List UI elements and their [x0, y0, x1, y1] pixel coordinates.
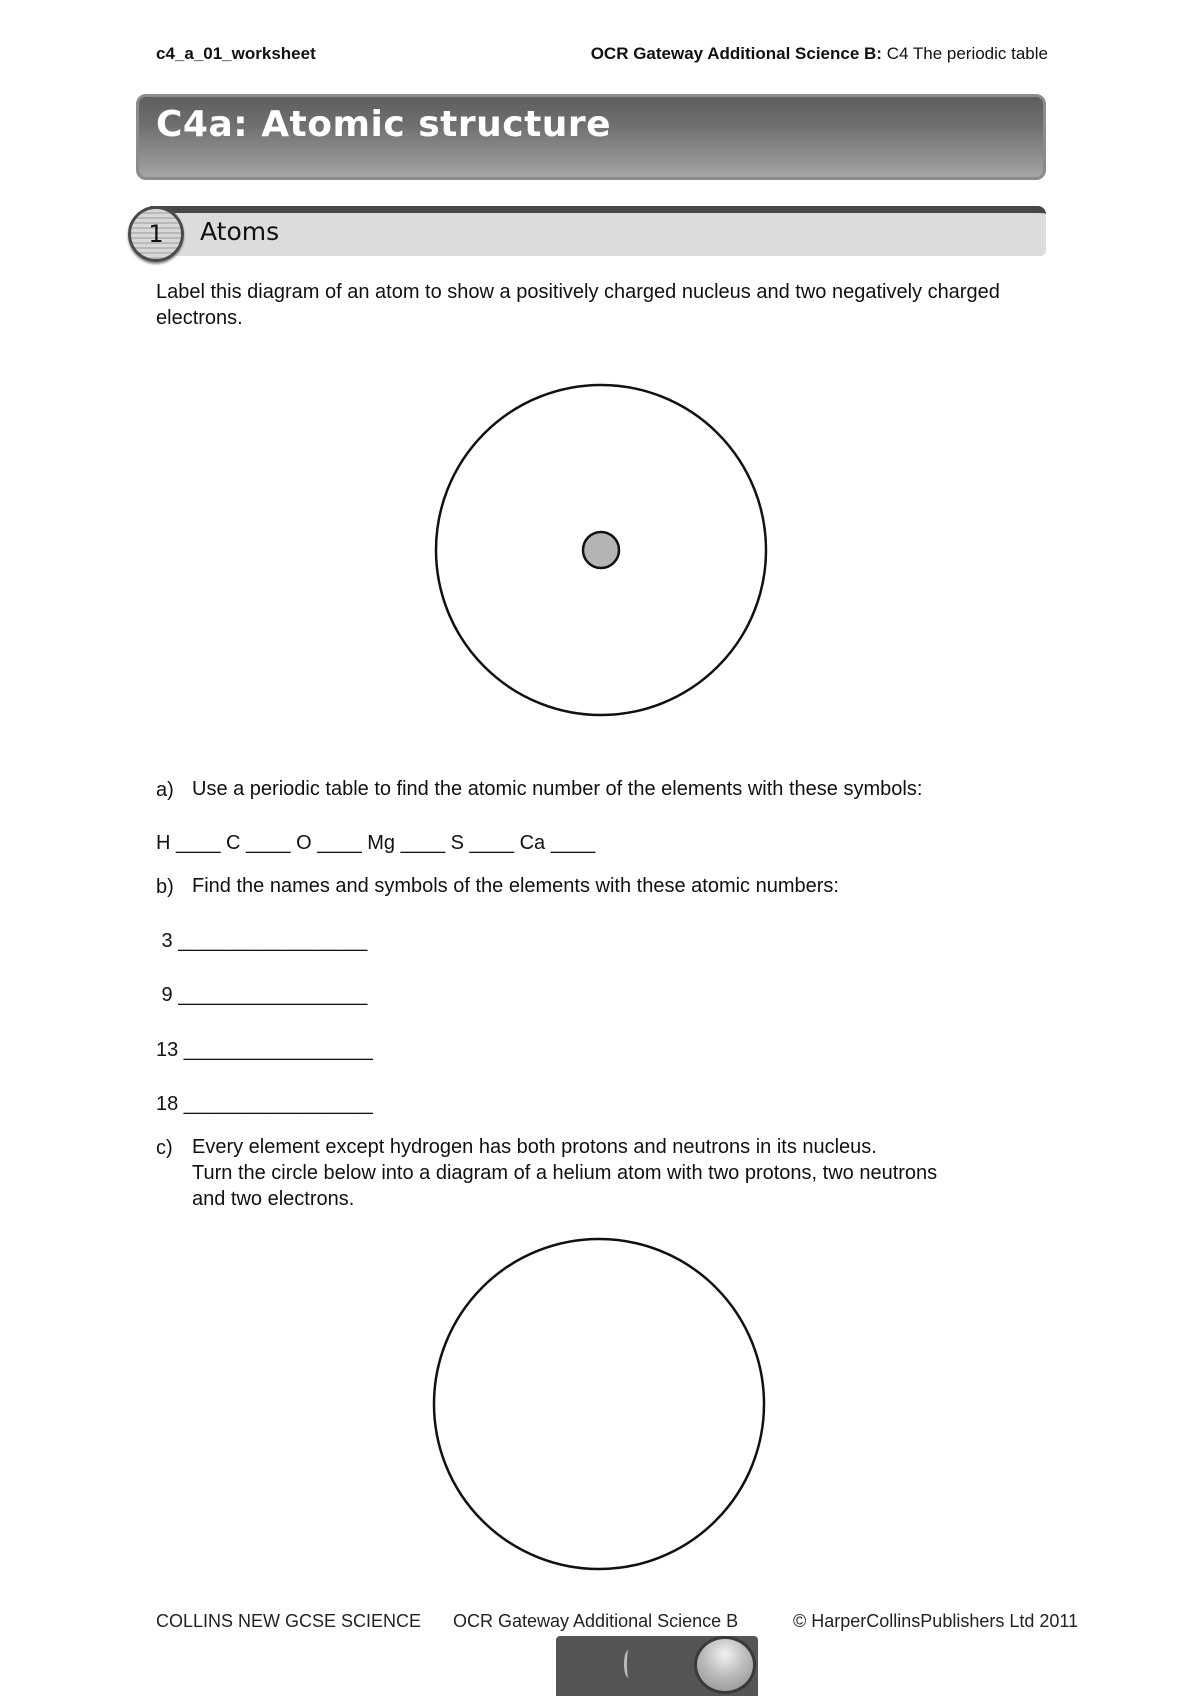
question-c-line-1: Every element except hydrogen has both protons and neutrons in its nucleus. [192, 1136, 877, 1158]
section-heading-bar [150, 206, 1046, 256]
course-header-bold: OCR Gateway Additional Science B: [590, 44, 882, 63]
section-number: 1 [148, 220, 164, 248]
atomic-number-answer-row[interactable]: 3 _________________ [156, 930, 368, 952]
section-title: Atoms [200, 217, 280, 246]
helium-outer-circle [434, 1239, 764, 1569]
question-c-label: c) [156, 1137, 173, 1159]
course-header-topic: C4 The periodic table [881, 44, 1048, 63]
footer-copyright: © HarperCollinsPublishers Ltd 2011 [793, 1611, 1079, 1631]
question-b-text: Find the names and symbols of the elements with these atomic numbers: [192, 875, 839, 897]
course-header [591, 44, 1048, 64]
page-title: C4a: Atomic structure [156, 104, 612, 145]
atomic-number-answer-row[interactable]: 18 _________________ [156, 1093, 373, 1115]
question-c-line-2: Turn the circle below into a diagram of a helium atom with two protons, two neutrons [192, 1162, 938, 1184]
atomic-number-answer-row[interactable]: 9 _________________ [156, 984, 368, 1006]
atom-diagram [434, 383, 768, 717]
question-b-label: b) [156, 876, 174, 898]
intro-instruction: Label this diagram of an atom to show a positively charged nucleus and two negatively charged electrons. [156, 281, 1000, 329]
atomic-number-answer-row[interactable]: 13 _________________ [156, 1039, 373, 1061]
footer-tab-mark [624, 1650, 633, 1678]
worksheet-code: c4_a_01_worksheet [156, 44, 316, 63]
symbols-answer-line[interactable]: H ____ C ____ O ____ Mg ____ S ____ Ca ____ [156, 832, 596, 854]
atom-nucleus [583, 532, 619, 568]
footer-series: COLLINS NEW GCSE SCIENCE [156, 1611, 422, 1631]
question-a-label: a) [156, 779, 174, 801]
question-c-line-3: and two electrons. [192, 1188, 355, 1210]
helium-drawing-area[interactable] [432, 1237, 766, 1571]
footer-page-knob [694, 1636, 756, 1694]
question-a-text: Use a periodic table to find the atomic number of the elements with these symbols: [192, 778, 923, 800]
footer-course: OCR Gateway Additional Science B [453, 1611, 739, 1631]
